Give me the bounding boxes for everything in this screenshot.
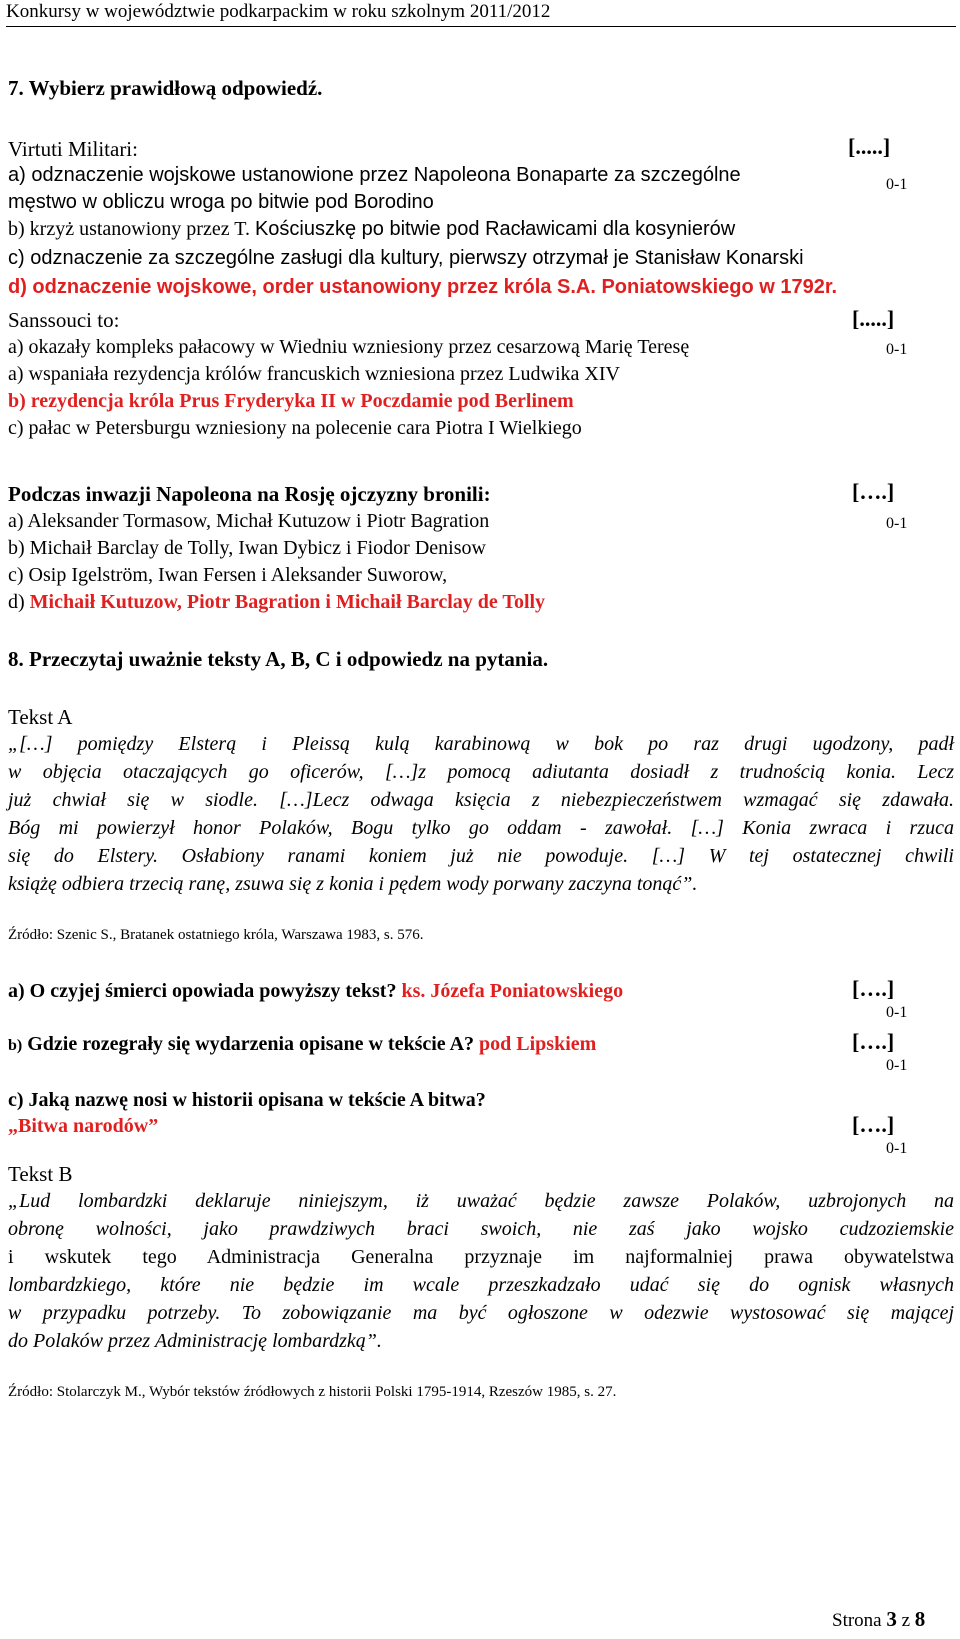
task8-heading: 8. Przeczytaj uważnie teksty A, B, C i odpowiedz na pytania. — [8, 647, 549, 671]
q8a — [8, 977, 623, 1005]
footer-page-total: 8 — [914, 1607, 926, 1631]
text-a-title: Tekst A — [8, 705, 73, 729]
footer-sep: z — [901, 1610, 911, 1631]
q8b-answer[interactable]: pod Lipskiem — [479, 1033, 597, 1055]
q3-option-d-correct[interactable] — [8, 588, 545, 616]
q3-option-b[interactable]: b) Michaił Barclay de Tolly, Iwan Dybicz i Fiodor Denisow — [8, 537, 486, 559]
text-a-line: się do Elstery. Osłabiony ranami koniem już nie powoduje. […] W tej ostatecznej chwili — [8, 845, 954, 867]
text-a-line: książę odbiera trzecią ranę, zsuwa się z konia i pędem wody porwany zaczyna tonąć”. — [8, 873, 698, 895]
q8a-answer[interactable]: ks. Józefa Poniatowskiego — [401, 980, 624, 1002]
text-b-line: w przypadku potrzeby. To zobowiązanie ma być ogłoszone w odezwie wystosować się mającej — [8, 1302, 954, 1324]
text-b-line: „Lud lombardzki deklaruje niniejszym, iż uważać będzie zawsze Polaków, uzbrojonych na — [8, 1190, 954, 1212]
text-b-line: do Polaków przez Administrację lombardzką”. — [8, 1330, 382, 1352]
text-b-source: Źródło: Stolarczyk M., Wybór tekstów źródłowych z historii Polski 1795-1914, Rzeszów 1985, s. 27. — [8, 1384, 617, 1400]
q8a-answer-bracket[interactable]: [….] — [852, 976, 895, 1001]
text-b-line: lombardzkiego, które nie będzie im wcale przeszkadzało udać się do ognisk własnych — [8, 1274, 954, 1296]
text-a-line: „[…] pomiędzy Elsterą i Pleissą kulą karabinową w bok po raz drugi ugodzony, padł — [8, 733, 954, 755]
q8c-question: c) Jaką nazwę nosi w historii opisana w tekście A bitwa? — [8, 1089, 486, 1111]
q8b-question: Gdzie rozegrały się wydarzenia opisane w tekście A? — [22, 1033, 475, 1055]
q8c-score: 0-1 — [886, 1140, 908, 1157]
q2-option-c[interactable]: c) pałac w Petersburgu wzniesiony na polecenie cara Piotra I Wielkiego — [8, 417, 582, 439]
q1-option-c[interactable]: c) odznaczenie za szczególne zasługi dla kultury, pierwszy otrzymał je Stanisław Konarski — [8, 247, 804, 269]
q8b-score: 0-1 — [886, 1057, 908, 1074]
q2-option-a2[interactable]: a) wspaniała rezydencja królów francuskich wzniesiona przez Ludwika XIV — [8, 363, 620, 385]
q8b-label: b) — [8, 1037, 23, 1054]
page-footer — [832, 1606, 925, 1634]
task7-heading: 7. Wybierz prawidłową odpowiedź. — [8, 76, 323, 100]
q1-option-a-line2[interactable]: męstwo w obliczu wroga po bitwie pod Borodino — [8, 191, 434, 213]
header-rule — [6, 26, 956, 27]
q1-option-a-line1[interactable]: a) odznaczenie wojskowe ustanowione przez Napoleona Bonaparte za szczególne — [8, 164, 741, 186]
q8a-score: 0-1 — [886, 1004, 908, 1021]
q8b-answer-bracket[interactable]: [….] — [852, 1029, 895, 1054]
footer-label: Strona — [832, 1610, 882, 1631]
q2-score: 0-1 — [886, 341, 908, 358]
q1-answer-bracket[interactable]: [.....] — [848, 134, 891, 159]
q8b — [8, 1030, 596, 1058]
q1-option-b[interactable] — [8, 215, 735, 243]
text-a-line: już chwiał się w siodle. […]Lecz odwaga księcia z niebezpieczeństwem wzmagać się zdawała. — [8, 789, 954, 811]
q3-option-a[interactable]: a) Aleksander Tormasow, Michał Kutuzow i Piotr Bagration — [8, 510, 490, 532]
q8a-question: a) O czyjej śmierci opowiada powyższy tekst? — [8, 980, 397, 1002]
q3-option-d-answer: Michaił Kutuzow, Piotr Bagration i Michaił Barclay de Tolly — [29, 591, 546, 613]
text-b-line: i wskutek tego Administracja Generalna przyznaje im najformalniej prawa obywatelstwa — [8, 1246, 954, 1268]
q1-option-d-correct[interactable]: d) odznaczenie wojskowe, order ustanowiony przez króla S.A. Poniatowskiego w 1792r. — [8, 276, 838, 298]
text-a-line: w objęcia otaczających go oficerów, […]z pomocą adiutanta dosiadł z trudnością konia. Lecz — [8, 761, 954, 783]
page-header: Konkursy w województwie podkarpackim w roku szkolnym 2011/2012 — [6, 1, 551, 22]
footer-page-num: 3 — [886, 1607, 897, 1631]
text-a-line: Bóg mi powierzył honor Polaków, Bogu tylko go oddam - zawołał. […] Konia zwraca i rzuca — [8, 817, 954, 839]
q1-option-b-part2: Kościuszkę po bitwie pod Racławicami dla kosynierów — [254, 218, 736, 240]
q3-option-d-label: d) — [8, 591, 30, 613]
q1-title: Virtuti Militari: — [8, 137, 138, 161]
q1-option-b-part1: b) krzyż ustanowiony przez T. — [8, 218, 255, 240]
q2-answer-bracket[interactable]: [.....] — [852, 306, 895, 331]
q1-score: 0-1 — [886, 176, 908, 193]
q3-title: Podczas inwazji Napoleona na Rosję ojczyzny bronili: — [8, 482, 491, 506]
q2-option-a1[interactable]: a) okazały kompleks pałacowy w Wiedniu wzniesiony przez cesarzową Marię Teresę — [8, 336, 690, 358]
q3-option-c[interactable]: c) Osip Igelström, Iwan Fersen i Aleksander Suworow, — [8, 564, 448, 586]
q8c-answer-bracket[interactable]: [….] — [852, 1112, 895, 1137]
text-b-line: obronę wolności, jako prawdziwych braci swoich, nie zaś jako wojsko cudzoziemskie — [8, 1218, 954, 1240]
text-b-title: Tekst B — [8, 1162, 73, 1186]
q8c-answer[interactable]: „Bitwa narodów” — [8, 1115, 159, 1137]
text-a-source: Źródło: Szenic S., Bratanek ostatniego króla, Warszawa 1983, s. 576. — [8, 927, 424, 943]
q2-option-b-correct[interactable]: b) rezydencja króla Prus Fryderyka II w Poczdamie pod Berlinem — [8, 390, 574, 412]
q2-title: Sanssouci to: — [8, 308, 120, 332]
q3-score: 0-1 — [886, 515, 908, 532]
q3-answer-bracket[interactable]: [….] — [852, 479, 895, 504]
